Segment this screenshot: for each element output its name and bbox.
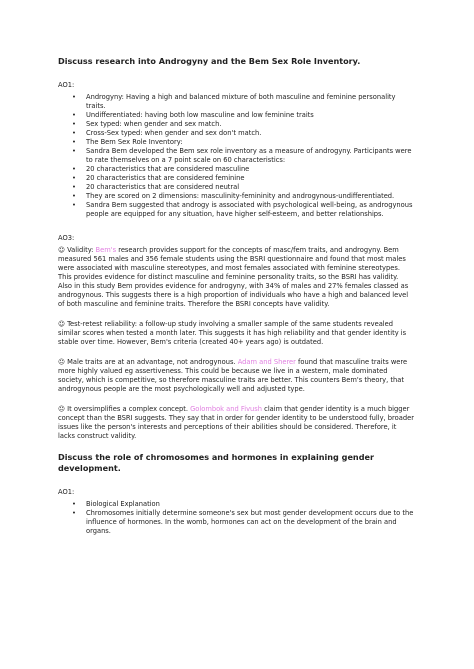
bullet-icon: •: [72, 138, 76, 146]
citation-highlight: Adam and Sherer: [237, 358, 296, 366]
list-item: • Sandra Bem suggested that androgy is associated with psychological well-being, as androgynous people are equipped for any situation, have higher self-esteem, and better relationships.: [72, 201, 413, 218]
section1-heading: Discuss research into Androgyny and the Bem Sex Role Inventory.: [58, 56, 361, 66]
list-item: • Androgyny: Having a high and balanced mixture of both masculine and feminine personality traits.: [72, 93, 396, 110]
bullet-icon: •: [72, 201, 76, 209]
ao3-paragraph-reliability: ☺ Test-retest reliability: a follow-up study involving a smaller sample of the same students revealed similar scores when tested a month later. This suggests it has high reliability and that gender identity is stable over time. However, Bem's criteria (created 40+ years ago) is outdated.: [58, 320, 407, 346]
section2-heading: Discuss the role of chromosomes and hormones in explaining gender development.: [58, 452, 374, 473]
list-item: • Sandra Bem developed the Bem sex role inventory as a measure of androgyny. Participants were to rate themselves on a 7 point scale on 60 characteristics:: [72, 147, 412, 164]
section1-ao3-label: AO3:: [58, 234, 75, 242]
list-item: • 20 characteristics that are considered feminine: [72, 174, 245, 182]
bullet-icon: •: [72, 147, 76, 155]
list-item: • 20 characteristics that are considered masculine: [72, 165, 250, 173]
ao3-paragraph-validity: ☺ Validity: Bem's research provides support for the concepts of masc/fem traits, and androgyny. Bem measured 561 males and 356 female students using the BSRI questionnaire and found that most males were associated with masculine stereotypes, and most females associated with feminine stereotypes. This provides evidence for distinct masculine and feminine personality traits, so the BSRI has validity. Also in this study Bem provides evidence for androgyny, with 34% of males and 27% females classed as androgynous. This suggests there is a high proportion of individuals who have a high and balanced level of both masculine and feminine traits. Therefore the BSRI concepts have validity.: [58, 246, 409, 308]
citation-highlight: Bem's: [95, 246, 117, 254]
list-item: • Undifferentiated: having both low masculine and low feminine traits: [72, 111, 314, 119]
ao3-paragraph-male-traits: ☹ Male traits are at an advantage, not androgynous. Adam and Sherer found that masculine traits were more highly valued eg assertiveness. This could be because we live in a western, male dominated society, which is competitive, so therefore masculine traits are better. This counters Bem's theory, that androgynous people are the most psychologically well and adjusted type.: [58, 358, 408, 393]
bullet-icon: •: [72, 111, 76, 119]
list-item: • Biological Explanation: [72, 500, 160, 508]
bullet-icon: •: [72, 165, 76, 173]
bullet-icon: •: [72, 509, 76, 517]
list-item: • Chromosomes initially determine someone's sex but most gender development occurs due to the influence of hormones. In the womb, hormones can act on the development of the brain and organs.: [72, 509, 414, 535]
list-item: • They are scored on 2 dimensions: masculinity-femininity and androgynous-undifferentiated.: [72, 192, 395, 200]
list-item: • Sex typed: when gender and sex match.: [72, 120, 222, 128]
bullet-icon: •: [72, 93, 76, 101]
ao3-paragraph-oversimplifies: ☹ It oversimplifies a complex concept. Golombok and Fivush claim that gender identity is a much bigger concept than the BSRI suggests. They say that in order for gender identity to be understood fully, broader issues like the person's interests and perceptions of their abilities should be considered. Therefore, it lacks construct validity.: [58, 405, 414, 440]
citation-highlight: Golombok and Fivush: [190, 405, 263, 413]
bullet-icon: •: [72, 120, 76, 128]
bullet-icon: •: [72, 183, 76, 191]
section1-ao1-label: AO1:: [58, 81, 75, 89]
list-item: • Cross-Sex typed: when gender and sex don't match.: [72, 129, 262, 137]
section2-ao1-label: AO1:: [58, 488, 75, 496]
section2-bullet-list: [58, 500, 414, 536]
bullet-icon: •: [72, 129, 76, 137]
section1-bullet-list: [58, 93, 414, 219]
bullet-icon: •: [72, 500, 76, 508]
list-item: • 20 characteristics that are considered neutral: [72, 183, 240, 191]
bullet-icon: •: [72, 174, 76, 182]
bullet-icon: •: [72, 192, 76, 200]
list-item: • The Bem Sex Role Inventory:: [72, 138, 183, 146]
